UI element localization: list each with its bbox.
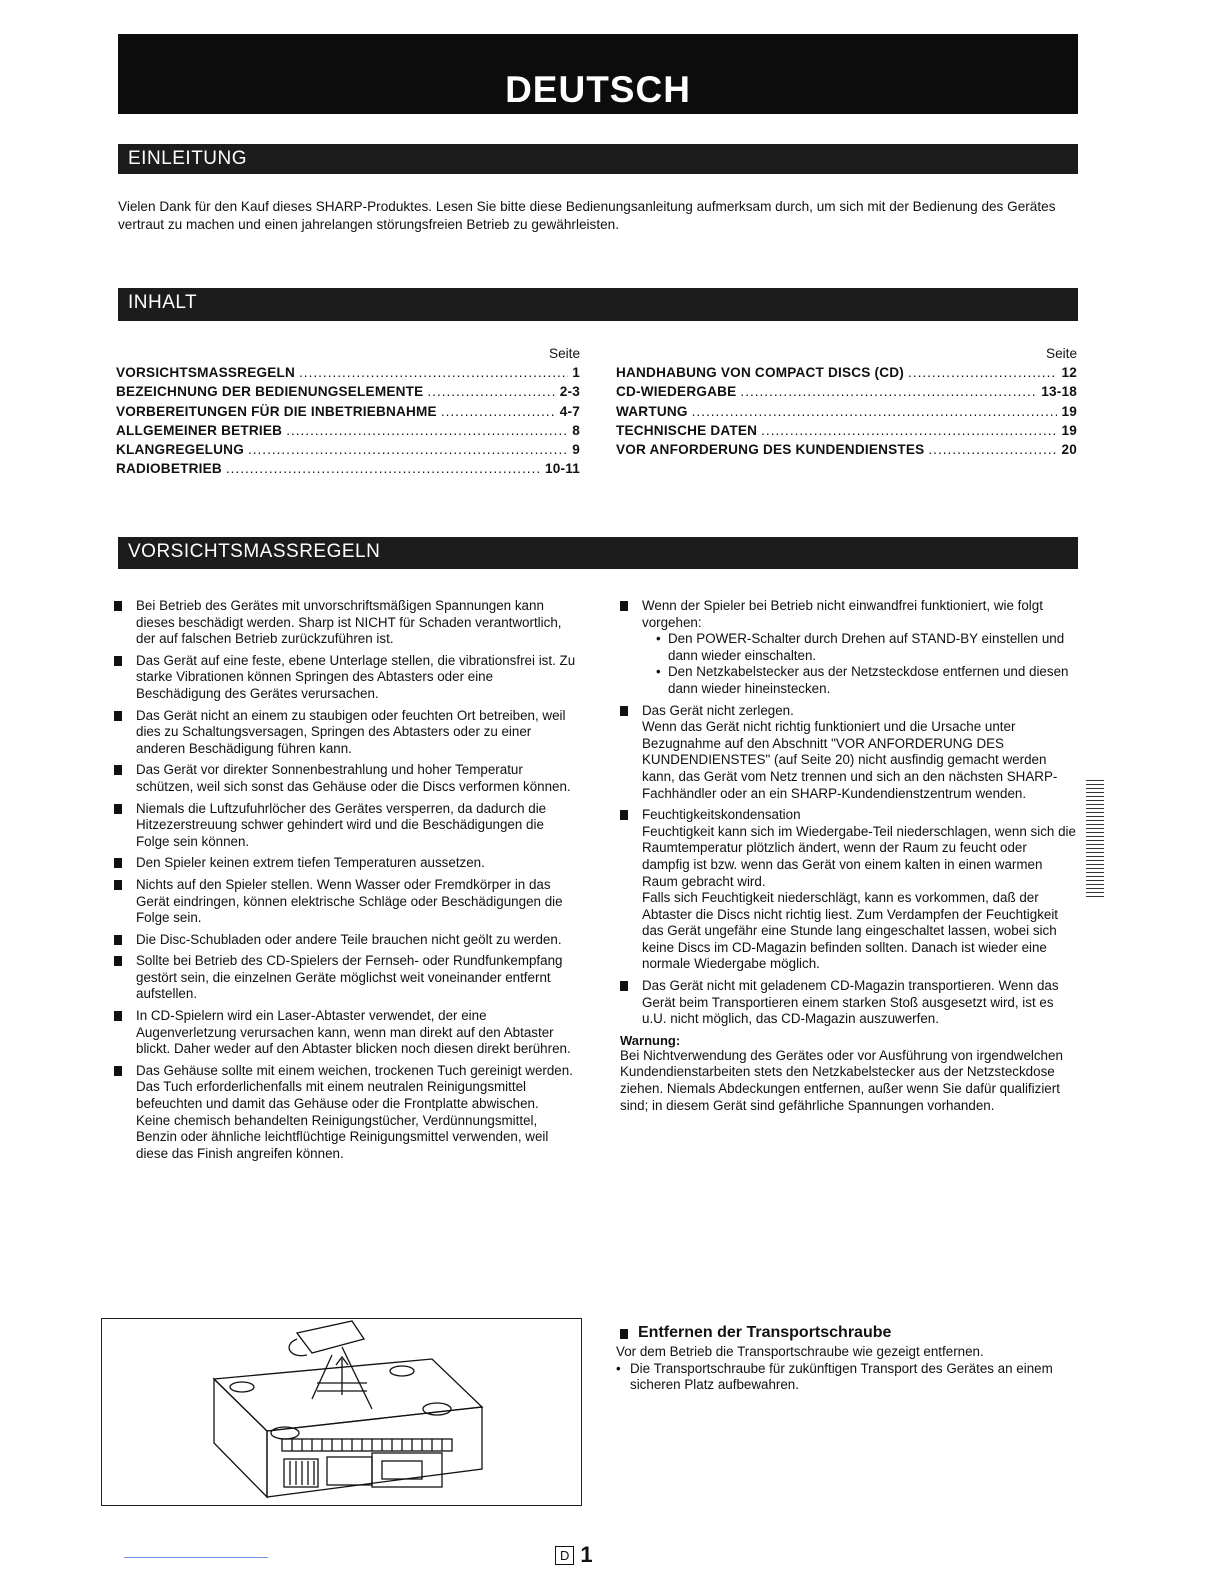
toc-entry: CD-WIEDERGABE ..... 13-18 bbox=[616, 382, 1077, 401]
section-header-einleitung bbox=[118, 144, 1078, 174]
toc-left bbox=[116, 344, 580, 478]
warning-text: Bei Nichtverwendung des Gerätes oder vor Ausführung von irgendwelchen Kundendienstarbeiten stets den Netzkabelstecker aus der Netzsteckdose ziehen. Niemals Abdeckungen entfernen, außer wenn Sie dafür qualifiziert sind; in diesem Gerät sind gefährliche Spannungen vorhanden. bbox=[620, 1047, 1063, 1113]
toc-entry: VORSICHTSMASSREGELN ..... 1 bbox=[116, 363, 580, 382]
precautions-left-column bbox=[114, 598, 578, 1167]
transport-screw-illustration bbox=[101, 1318, 582, 1506]
bullet-square-icon bbox=[114, 956, 122, 966]
list-item: Wenn der Spieler bei Betrieb nicht einwandfrei funktioniert, wie folgt vorgehen: • Den POWER-Schalter durch Drehen auf STAND-BY einstellen und dann wieder einschalten. • Den Netzkabelstecker aus der Netzsteckdose entfernen und diesen dann wieder hineinstecken. bbox=[620, 598, 1076, 698]
toc-entry: ALLGEMEINER BETRIEB ..... 8 bbox=[116, 421, 580, 440]
toc-entry: WARTUNG ..... 19 bbox=[616, 402, 1077, 421]
footer-line bbox=[124, 1557, 268, 1558]
section-title: EINLEITUNG bbox=[128, 148, 248, 169]
bullet-square-icon bbox=[114, 711, 122, 721]
bullet-square-icon bbox=[114, 1011, 122, 1021]
list-item: Das Gerät auf eine feste, ebene Unterlage stellen, die vibrationsfrei ist. Zu starke Vibrationen können Springen des Abtasters oder eine Beschädigung des Gerätes verursachen. bbox=[114, 653, 578, 703]
toc-entry: TECHNISCHE DATEN ..... 19 bbox=[616, 421, 1077, 440]
toc-entry: HANDHABUNG VON COMPACT DISCS (CD) ..... 12 bbox=[616, 363, 1077, 382]
bullet-square-icon bbox=[620, 706, 628, 716]
intro-paragraph: Vielen Dank für den Kauf dieses SHARP-Produktes. Lesen Sie bitte diese Bedienungsanleitung aufmerksam durch, um sich mit der Bedienung des Gerätes vertraut zu machen und einen jahrelangen störungsfreien Betrieb zu gewährleisten. bbox=[118, 199, 1056, 232]
list-item: In CD-Spielern wird ein Laser-Abtaster verwendet, der eine Augenverletzung verursachen kann, wenn man direkt auf den Abtaster blickt. Daher weder auf den Abtaster blicken noch diesen direkt berühren. bbox=[114, 1008, 578, 1058]
list-item: Die Disc-Schubladen oder andere Teile brauchen nicht geölt zu werden. bbox=[114, 932, 578, 949]
toc-entry: KLANGREGELUNG ..... 9 bbox=[116, 440, 580, 459]
section-title: VORSICHTSMASSREGELN bbox=[128, 541, 381, 562]
page-section-box: D bbox=[555, 1546, 574, 1565]
margin-mark-icon bbox=[1086, 780, 1104, 900]
list-item: Niemals die Luftzufuhrlöcher des Gerätes versperren, da dadurch die Hitzezerstreuung schwer gehindert wird und die Beschädigungen die Folge sein können. bbox=[114, 801, 578, 851]
bullet-square-icon bbox=[114, 880, 122, 890]
list-item: Das Gerät nicht an einem zu staubigen oder feuchten Ort betreiben, weil dies zu Schaltungsversagen, Springen des Abtasters oder zu einer anderen Beschädigung führen kann. bbox=[114, 708, 578, 758]
list-item: Das Gerät nicht zerlegen. Wenn das Gerät nicht richtig funktioniert und die Ursache unter Bezugnahme auf den Abschnitt "VOR ANFORDERUNG DES KUNDENDIENSTES" (auf Seite 20) nicht ausfindig gemacht werden kann, das Gerät vom Netz trennen und sich an den nächsten SHARP-Fachhändler oder an ein SHARP-Kundendienstzentrum wenden. bbox=[620, 703, 1076, 803]
list-item: Nichts auf den Spieler stellen. Wenn Wasser oder Fremdkörper in das Gerät eindringen, können elektrische Schläge oder Beschädigungen die Folge sein. bbox=[114, 877, 578, 927]
bullet-square-icon bbox=[620, 981, 628, 991]
page-number-digit: 1 bbox=[580, 1542, 593, 1567]
transport-screw-section bbox=[616, 1324, 1078, 1394]
sub-item: • Den POWER-Schalter durch Drehen auf STAND-BY einstellen und dann wieder einschalten. bbox=[656, 631, 1076, 664]
bullet-square-icon bbox=[114, 858, 122, 868]
toc-page-header: Seite bbox=[1046, 346, 1077, 361]
toc-entry: VOR ANFORDERUNG DES KUNDENDIENSTES ..... 20 bbox=[616, 440, 1077, 459]
toc-right bbox=[616, 344, 1077, 459]
toc-entry: BEZEICHNUNG DER BEDIENUNGSELEMENTE ..... 2-3 bbox=[116, 382, 580, 401]
list-item: Das Gehäuse sollte mit einem weichen, trockenen Tuch gereinigt werden. Das Tuch erforderlichenfalls mit einem neutralen Reinigungsmittel befeuchten und damit das Gehäuse oder die Frontplatte abwischen. Keine chemisch behandelten Reinigungstücher, Verdünnungsmittel, Benzin oder ähnliche leichtflüchtige Reinigungsmittel verwenden, weil diese das Finish angreifen können. bbox=[114, 1063, 578, 1163]
toc-entry: RADIOBETRIEB ..... 10-11 bbox=[116, 459, 580, 478]
list-item: Das Gerät vor direkter Sonnenbestrahlung und hoher Temperatur schützen, weil sich sonst das Gehäuse oder die Discs verformen können. bbox=[114, 762, 578, 795]
warning-label: Warnung: bbox=[620, 1032, 681, 1048]
bullet-square-icon bbox=[114, 765, 122, 775]
bullet-square-icon bbox=[620, 1329, 628, 1339]
bullet-square-icon bbox=[114, 656, 122, 666]
transport-bullet: • Die Transportschraube für zukünftigen Transport des Gerätes an einem sicheren Platz aufbewahren. bbox=[616, 1361, 1078, 1394]
bullet-square-icon bbox=[620, 601, 628, 611]
section-header-inhalt bbox=[118, 288, 1078, 321]
list-item: Den Spieler keinen extrem tiefen Temperaturen aussetzen. bbox=[114, 855, 578, 872]
bullet-square-icon bbox=[114, 1066, 122, 1076]
toc-page-header: Seite bbox=[549, 346, 580, 361]
bullet-square-icon bbox=[620, 810, 628, 820]
list-item: Sollte bei Betrieb des CD-Spielers der Fernseh- oder Rundfunkempfang gestört sein, die einzelnen Geräte möglichst weit voneinander entfernt aufstellen. bbox=[114, 953, 578, 1003]
section-header-vorsicht bbox=[118, 537, 1078, 569]
bullet-square-icon bbox=[114, 935, 122, 945]
precautions-right-column bbox=[620, 598, 1076, 1114]
cd-player-drawing-icon bbox=[102, 1319, 581, 1505]
bullet-square-icon bbox=[114, 804, 122, 814]
list-item: Feuchtigkeitskondensation Feuchtigkeit kann sich im Wiedergabe-Teil niederschlagen, wenn sich die Raumtemperatur plötzlich ändert, wenn der Raum zu feucht oder dampfig ist bzw. wenn das Gerät von einem kalten in einen warmen Raum gebracht wird. Falls sich Feuchtigkeit niederschlägt, kann es vorkommen, daß der Abtaster die Discs nicht richtig liest. Zum Verdampfen der Feuchtigkeit das Gerät ungefähr eine Stunde lang eingeschaltet lassen, wobei sich keine Discs im CD-Magazin befinden sollten. Danach ist wieder eine normale Wiedergabe möglich. bbox=[620, 807, 1076, 973]
list-item: Bei Betrieb des Gerätes mit unvorschriftsmäßigen Spannungen kann dieses beschädigt werden. Sharp ist NICHT für Schaden verantwortlich, der auf falschen Betrieb zurückzuführen ist. bbox=[114, 598, 578, 648]
transport-heading: Entfernen der Transportschraube bbox=[616, 1324, 1078, 1342]
sub-item: • Den Netzkabelstecker aus der Netzsteckdose entfernen und diesen dann wieder hineinstecken. bbox=[656, 664, 1076, 697]
bullet-square-icon bbox=[114, 601, 122, 611]
page-title: DEUTSCH bbox=[118, 34, 1078, 114]
toc-entry: VORBEREITUNGEN FÜR DIE INBETRIEBNAHME ..... 4-7 bbox=[116, 402, 580, 421]
transport-text: Vor dem Betrieb die Transportschraube wie gezeigt entfernen. bbox=[616, 1344, 984, 1359]
section-title: INHALT bbox=[128, 292, 198, 313]
list-item: Das Gerät nicht mit geladenem CD-Magazin transportieren. Wenn das Gerät beim Transportieren einem starken Stoß ausgesetzt wird, ist es u.U. nicht möglich, das CD-Magazin auszuwerfen. bbox=[620, 978, 1076, 1028]
page-number bbox=[555, 1542, 593, 1568]
